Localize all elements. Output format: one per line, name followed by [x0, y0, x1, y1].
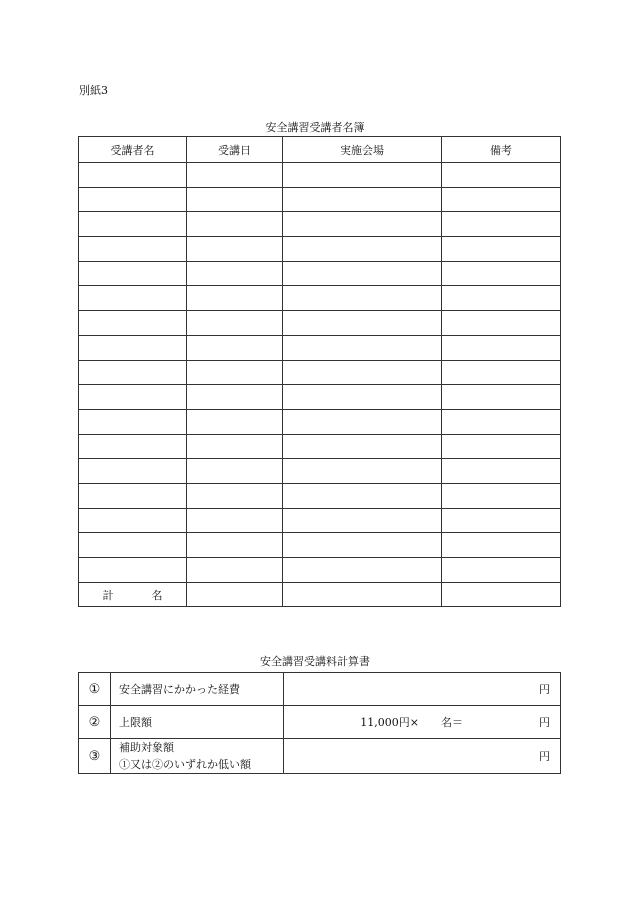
roster-cell[interactable] [283, 212, 442, 237]
roster-row [79, 187, 561, 212]
roster-cell[interactable] [283, 558, 442, 583]
roster-cell[interactable] [442, 533, 561, 558]
roster-row [79, 163, 561, 188]
roster-cell[interactable] [442, 508, 561, 533]
roster-cell[interactable] [442, 237, 561, 262]
roster-cell[interactable] [442, 385, 561, 410]
roster-cell[interactable] [187, 261, 283, 286]
roster-cell[interactable] [79, 434, 187, 459]
roster-cell[interactable] [79, 261, 187, 286]
roster-title: 安全講習受講者名簿 [265, 121, 365, 134]
total-label-kei: 計 [102, 588, 114, 602]
roster-cell[interactable] [187, 409, 283, 434]
header-remarks: 備考 [442, 137, 561, 163]
roster-cell[interactable] [79, 212, 187, 237]
calc-row-value[interactable] [284, 673, 561, 706]
roster-cell[interactable] [79, 459, 187, 484]
roster-cell[interactable] [283, 163, 442, 188]
people-equals: 名＝ [441, 716, 463, 729]
roster-cell[interactable] [79, 385, 187, 410]
roster-cell[interactable] [442, 409, 561, 434]
roster-cell[interactable] [442, 311, 561, 336]
roster-cell[interactable] [283, 237, 442, 262]
roster-cell[interactable] [187, 360, 283, 385]
roster-cell[interactable] [187, 434, 283, 459]
total-cell[interactable] [283, 582, 442, 607]
roster-row [79, 261, 561, 286]
roster-cell[interactable] [187, 459, 283, 484]
roster-cell[interactable] [79, 360, 187, 385]
subsidy-sublabel: ①又は②のいずれか低い額 [119, 758, 251, 771]
roster-cell[interactable] [187, 533, 283, 558]
roster-cell[interactable] [187, 311, 283, 336]
roster-cell[interactable] [283, 335, 442, 360]
roster-cell[interactable] [79, 163, 187, 188]
roster-cell[interactable] [442, 483, 561, 508]
roster-row [79, 558, 561, 583]
roster-row [79, 483, 561, 508]
total-label [79, 582, 187, 607]
calc-row-upper-limit [79, 706, 561, 739]
roster-cell[interactable] [442, 335, 561, 360]
calc-row-number: ① [79, 673, 111, 706]
roster-cell[interactable] [283, 434, 442, 459]
total-label-mei: 名 [151, 588, 163, 602]
header-training-date: 受講日 [187, 137, 283, 163]
roster-cell[interactable] [283, 459, 442, 484]
header-venue: 実施会場 [283, 137, 442, 163]
roster-cell[interactable] [442, 360, 561, 385]
roster-cell[interactable] [79, 483, 187, 508]
roster-row [79, 286, 561, 311]
annex-label: 別紙3 [79, 84, 108, 97]
roster-cell[interactable] [79, 558, 187, 583]
roster-cell[interactable] [283, 508, 442, 533]
roster-cell[interactable] [187, 508, 283, 533]
upper-limit-expression [360, 714, 463, 730]
roster-table [78, 136, 561, 607]
roster-cell[interactable] [442, 261, 561, 286]
roster-cell[interactable] [442, 558, 561, 583]
yen-unit: 円 [539, 750, 550, 763]
roster-cell[interactable] [442, 163, 561, 188]
roster-cell[interactable] [187, 558, 283, 583]
total-cell[interactable] [442, 582, 561, 607]
roster-cell[interactable] [79, 187, 187, 212]
calculation-table [78, 672, 561, 774]
roster-row [79, 533, 561, 558]
roster-cell[interactable] [442, 187, 561, 212]
roster-cell[interactable] [442, 459, 561, 484]
roster-cell[interactable] [79, 533, 187, 558]
roster-cell[interactable] [283, 385, 442, 410]
roster-row [79, 311, 561, 336]
roster-cell[interactable] [283, 187, 442, 212]
calc-row-number: ③ [79, 739, 111, 774]
roster-body [79, 163, 561, 583]
yen-unit: 円 [539, 683, 550, 696]
roster-cell[interactable] [187, 286, 283, 311]
calc-row-subsidy [79, 739, 561, 774]
calc-row-value[interactable] [284, 739, 561, 774]
roster-row [79, 237, 561, 262]
roster-cell[interactable] [442, 212, 561, 237]
roster-cell[interactable] [187, 163, 283, 188]
roster-header-row [79, 137, 561, 163]
calc-row-label: 上限額 [111, 706, 284, 739]
roster-cell[interactable] [187, 187, 283, 212]
roster-cell[interactable] [79, 286, 187, 311]
roster-cell[interactable] [187, 237, 283, 262]
yen-unit: 円 [539, 716, 550, 729]
roster-cell[interactable] [442, 286, 561, 311]
roster-row [79, 434, 561, 459]
roster-total-row [79, 582, 561, 607]
roster-cell[interactable] [79, 508, 187, 533]
roster-cell[interactable] [283, 261, 442, 286]
roster-row [79, 335, 561, 360]
roster-row [79, 409, 561, 434]
roster-cell[interactable] [79, 311, 187, 336]
roster-cell[interactable] [79, 409, 187, 434]
total-cell[interactable] [187, 582, 283, 607]
roster-cell[interactable] [79, 335, 187, 360]
calc-row-label [111, 739, 284, 774]
calculation-title: 安全講習受講料計算書 [260, 655, 370, 668]
roster-row [79, 385, 561, 410]
roster-cell[interactable] [283, 286, 442, 311]
calc-row-value[interactable] [284, 706, 561, 739]
roster-cell[interactable] [283, 409, 442, 434]
roster-cell[interactable] [283, 483, 442, 508]
roster-cell[interactable] [187, 335, 283, 360]
roster-cell[interactable] [283, 533, 442, 558]
roster-cell[interactable] [283, 360, 442, 385]
subsidy-label: 補助対象額 [119, 741, 174, 754]
calc-row-label: 安全講習にかかった経費 [111, 673, 284, 706]
calc-row-expenses [79, 673, 561, 706]
roster-cell[interactable] [79, 237, 187, 262]
roster-cell[interactable] [187, 483, 283, 508]
roster-cell[interactable] [442, 434, 561, 459]
roster-cell[interactable] [187, 212, 283, 237]
calc-row-number: ② [79, 706, 111, 739]
roster-row [79, 508, 561, 533]
roster-row [79, 459, 561, 484]
roster-row [79, 360, 561, 385]
header-trainee-name: 受講者名 [79, 137, 187, 163]
roster-cell[interactable] [283, 311, 442, 336]
unit-price: 11,000円× [360, 716, 419, 729]
roster-row [79, 212, 561, 237]
roster-cell[interactable] [187, 385, 283, 410]
